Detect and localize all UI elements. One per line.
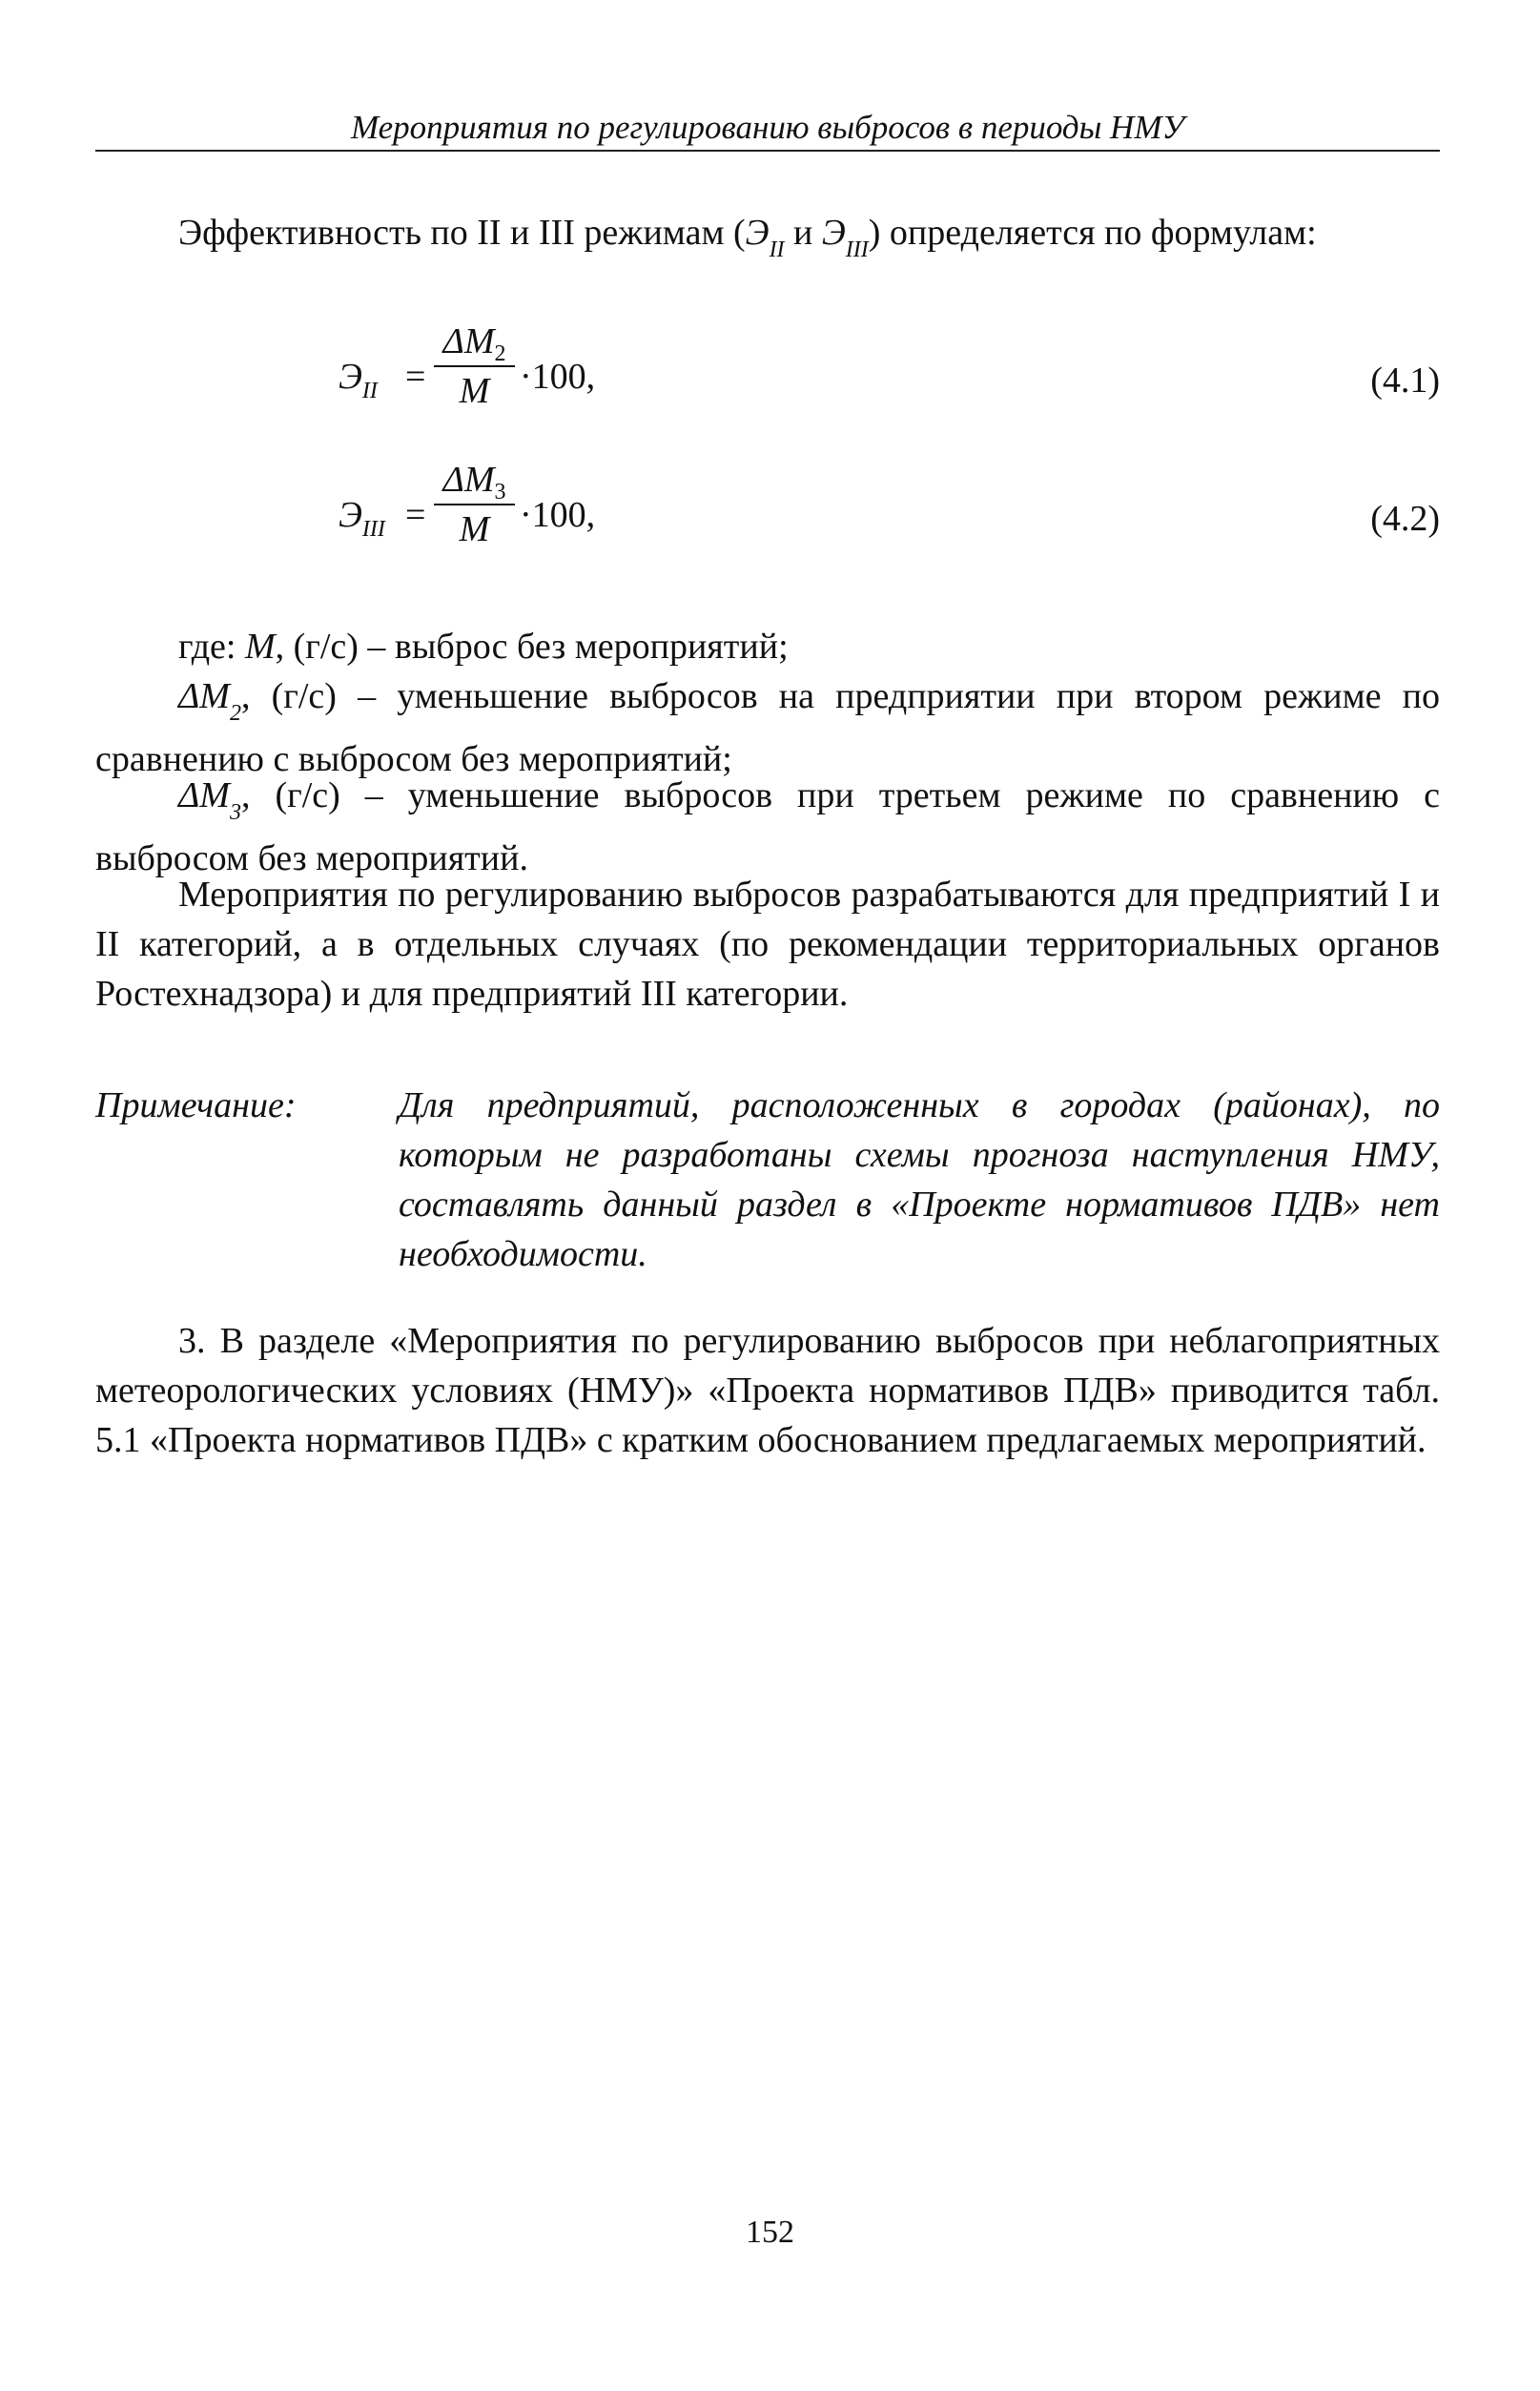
formula-4-2-numerator-symbol: ΔM	[442, 460, 495, 500]
formula-4-2-numerator	[434, 458, 515, 505]
formula-4-1-lhs-subscript: II	[361, 379, 378, 403]
page-number: 152	[746, 2215, 794, 2250]
formula-4-2-multiplier: ·100,	[520, 495, 596, 535]
formula-4-1-multiplier: ·100,	[520, 357, 596, 397]
intro-text-before: Эффективность по II и III режимам (	[178, 213, 746, 253]
note-label: Примечание:	[95, 1085, 297, 1125]
intro-text-and: и	[784, 213, 822, 253]
formula-4-2-denominator: M	[459, 509, 490, 549]
formula-4-2-lhs-subscript: III	[361, 517, 385, 542]
definition-m	[95, 622, 1440, 671]
intro-text-after: ) определяется по формулам:	[868, 213, 1317, 253]
intro-e3-subscript: III	[845, 237, 869, 262]
formula-4-1-lhs	[339, 356, 378, 403]
intro-e3-symbol: Э	[821, 213, 846, 253]
intro-e2-symbol: Э	[745, 213, 770, 253]
definition-dm3-symbol: ΔM	[178, 775, 230, 815]
intro-paragraph	[95, 208, 1440, 271]
definition-dm3-text: , (г/с) – уменьшение выбросов при третьем режиме по сравнению с выбросом без мероприятий.	[95, 775, 1440, 878]
definition-dm2	[95, 671, 1440, 784]
formula-4-2-equals: =	[405, 495, 426, 535]
formula-4-1	[339, 319, 1440, 434]
formula-4-2	[339, 458, 1440, 572]
formula-4-1-lhs-symbol: Э	[339, 357, 362, 397]
definition-m-prefix: где:	[178, 627, 245, 667]
definition-m-text: , (г/с) – выброс без мероприятий;	[275, 627, 789, 667]
formula-4-1-numerator-subscript: 2	[494, 341, 506, 366]
formula-4-2-lhs	[339, 494, 385, 542]
formula-4-2-fraction	[434, 458, 515, 551]
formula-4-1-numerator-symbol: ΔM	[442, 321, 495, 361]
running-header: Мероприятия по регулированию выбросов в периоды НМУ	[350, 109, 1185, 146]
definition-m-symbol: M	[244, 627, 276, 667]
formula-4-2-lhs-symbol: Э	[339, 495, 362, 535]
paragraph-item-3: 3. В разделе «Мероприятия по регулированию выбросов при неблагоприятных метеорологических условиях (НМУ)» «Проекта нормативов ПДВ» приводится табл. 5.1 «Проекта нормативов ПДВ» с кратким обоснованием предлагаемых мероприятий.	[95, 1321, 1440, 1460]
formula-4-1-numerator	[434, 319, 515, 366]
definition-dm3-subscript: 3	[229, 799, 241, 825]
formula-4-1-number: (4.1)	[1370, 361, 1440, 401]
paragraph-categories: Мероприятия по регулированию выбросов разрабатываются для предприятий I и II категорий, а в отдельных случаях (по рекомендации территориальных органов Ростехнадзора) и для предприятий III категории.	[95, 875, 1440, 1014]
formula-4-1-denominator: M	[459, 371, 490, 411]
definition-dm2-subscript: 2	[229, 700, 241, 726]
formula-4-1-fraction	[434, 319, 515, 413]
formula-4-1-equals: =	[405, 357, 426, 397]
formula-4-2-number: (4.2)	[1370, 499, 1440, 539]
formula-4-2-numerator-subscript: 3	[494, 480, 506, 505]
definition-dm3	[95, 771, 1440, 883]
intro-e2-subscript: II	[769, 237, 785, 262]
definition-dm2-symbol: ΔM	[178, 676, 230, 716]
header-rule	[95, 150, 1440, 152]
note-text: Для предприятий, расположенных в городах (районах), по которым не разработаны схемы прогноза наступления НМУ, составлять данный раздел в «Проекте нормативов ПДВ» нет необходимости.	[399, 1085, 1440, 1274]
definition-dm2-text: , (г/с) – уменьшение выбросов на предприятии при втором режиме по сравнению с выбросом без мероприятий;	[95, 676, 1440, 779]
